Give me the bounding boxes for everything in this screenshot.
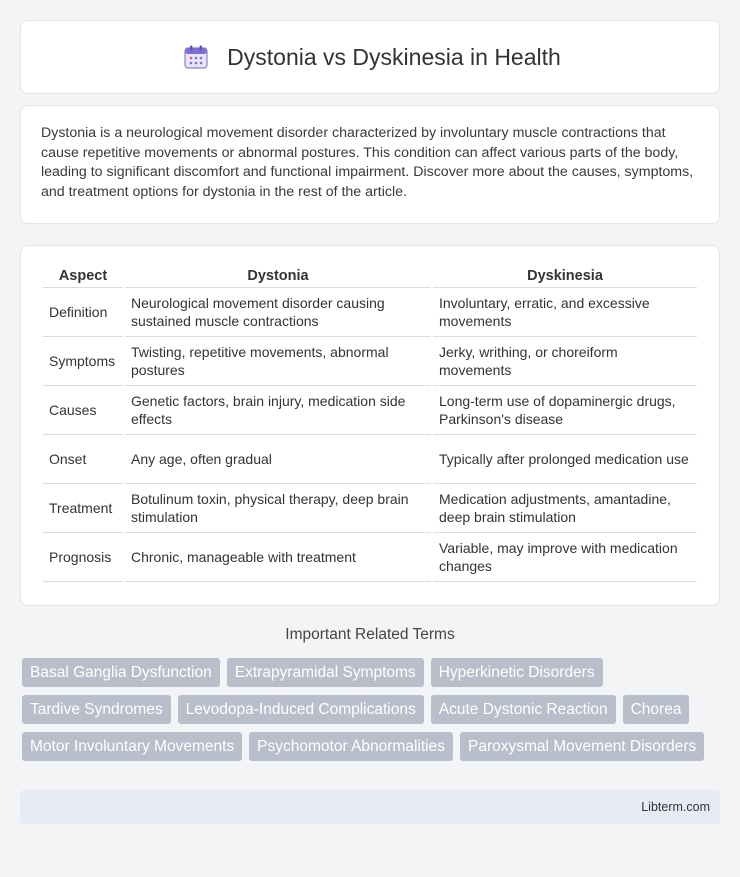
related-term-tag[interactable]: Hyperkinetic Disorders — [431, 658, 603, 687]
row-dystonia: Neurological movement disorder causing sustained muscle contractions — [125, 288, 431, 337]
table-row — [43, 484, 697, 533]
table-row — [43, 386, 697, 435]
calendar-icon — [179, 40, 213, 74]
related-term-tag[interactable]: Psychomotor Abnormalities — [249, 732, 453, 761]
row-dyskinesia: Variable, may improve with medication changes — [433, 533, 697, 582]
intro-section — [20, 105, 720, 224]
row-dystonia: Botulinum toxin, physical therapy, deep brain stimulation — [125, 484, 431, 533]
row-aspect: Treatment — [43, 484, 123, 533]
related-terms-title: Important Related Terms — [285, 626, 455, 643]
row-dyskinesia: Typically after prolonged medication use — [433, 435, 697, 484]
row-dystonia: Chronic, manageable with treatment — [125, 533, 431, 582]
row-aspect: Onset — [43, 435, 123, 484]
footer-site-link[interactable]: Libterm.com — [641, 800, 710, 814]
row-dyskinesia: Involuntary, erratic, and excessive movements — [433, 288, 697, 337]
row-dystonia: Any age, often gradual — [125, 435, 431, 484]
row-aspect: Prognosis — [43, 533, 123, 582]
row-dyskinesia: Medication adjustments, amantadine, deep brain stimulation — [433, 484, 697, 533]
page-title: Dystonia vs Dyskinesia in Health — [227, 43, 561, 70]
related-term-tag[interactable]: Levodopa-Induced Complications — [178, 695, 424, 724]
comparison-table-card — [20, 245, 720, 606]
table-row — [43, 337, 697, 386]
row-aspect: Causes — [43, 386, 123, 435]
related-term-tag[interactable]: Basal Ganglia Dysfunction — [22, 658, 220, 687]
page-footer — [20, 790, 720, 824]
row-dyskinesia: Jerky, writhing, or choreiform movements — [433, 337, 697, 386]
table-row — [43, 435, 697, 484]
table-row — [43, 288, 697, 337]
row-dystonia: Genetic factors, brain injury, medication side effects — [125, 386, 431, 435]
related-term-tag[interactable]: Paroxysmal Movement Disorders — [460, 732, 704, 761]
header-aspect: Aspect — [43, 264, 123, 288]
related-term-tag[interactable]: Extrapyramidal Symptoms — [227, 658, 424, 687]
header-dystonia: Dystonia — [125, 264, 431, 288]
related-term-tag[interactable]: Tardive Syndromes — [22, 695, 171, 724]
row-dyskinesia: Long-term use of dopaminergic drugs, Parkinson's disease — [433, 386, 697, 435]
row-aspect: Symptoms — [43, 337, 123, 386]
page-header — [20, 20, 720, 94]
table-header-row — [43, 264, 697, 288]
row-aspect: Definition — [43, 288, 123, 337]
header-dyskinesia: Dyskinesia — [433, 264, 697, 288]
related-term-tag[interactable]: Chorea — [623, 695, 690, 724]
intro-text: Dystonia is a neurological movement disorder characterized by involuntary muscle contractions that cause repetitive movements or abnormal postures. This condition can affect various parts of the body, leading to significant discomfort and functional impairment. Discover more about the causes, symptoms, and treatment options for dystonia in the rest of the article. — [41, 125, 694, 200]
related-term-tag[interactable]: Motor Involuntary Movements — [22, 732, 242, 761]
related-term-tag[interactable]: Acute Dystonic Reaction — [431, 695, 616, 724]
related-terms-list — [22, 658, 720, 761]
row-dystonia: Twisting, repetitive movements, abnormal postures — [125, 337, 431, 386]
table-row — [43, 533, 697, 582]
comparison-table — [41, 264, 699, 582]
